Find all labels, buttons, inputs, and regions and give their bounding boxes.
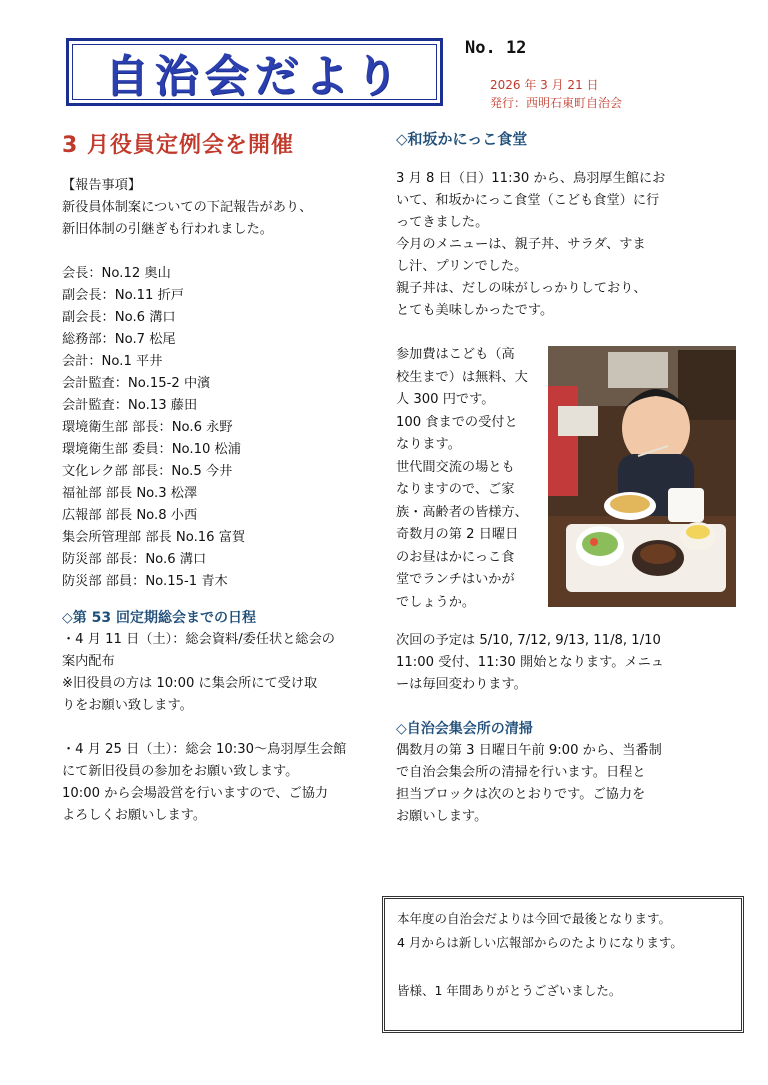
cleaning-heading: ◇自治会集会所の清掃 (396, 721, 533, 737)
notice-line: 皆様、1 年間ありがとうございました。 (397, 983, 622, 998)
notice-spacer (397, 955, 729, 979)
fee-line: 堂でランチはいかが (396, 572, 515, 587)
roster-item: 文化レク部 部長：No.5 今井 (62, 464, 233, 479)
next-schedule-line: 次回の予定は 5/10, 7/12, 9/13, 11/8, 1/10 (396, 633, 661, 648)
intro-line: 今月のメニューは、親子丼、サラダ、すま (396, 237, 646, 252)
child-eating-photo (548, 346, 736, 607)
fee-line: 100 食までの受付と (396, 414, 518, 430)
fee-line: 世代間交流の場とも (396, 459, 515, 475)
closing-notice-box (382, 896, 744, 1033)
report-label: 【報告事項】 (62, 178, 142, 193)
intro-line: 親子丼は、だしの味がしっかりしており、 (396, 281, 647, 296)
notice-line: 4 月からは新しい広報部からのたよりになります。 (397, 935, 683, 950)
roster-item: 福祉部 部長 No.3 松澤 (62, 486, 198, 501)
roster-item: 防災部 部員：No.15-1 青木 (62, 574, 228, 589)
cleaning-line: で自治会集会所の清掃を行います。日程と (396, 765, 646, 780)
roster-item: 環境衛生部 部長：No.6 永野 (62, 420, 233, 435)
schedule-line: りをお願い致します。 (62, 698, 193, 713)
roster-item: 会計：No.1 平井 (62, 354, 163, 369)
next-schedule-line: 11:00 受付、11:30 開始となります。メニュ (396, 655, 664, 670)
roster-item: 広報部 部長 No.8 小西 (62, 508, 198, 523)
schedule-line: よろしくお願いします。 (62, 808, 207, 823)
report-text-line: 新旧体制の引継ぎも行われました。 (62, 222, 273, 237)
cleaning-line: お願いします。 (396, 809, 488, 824)
officer-roster (62, 263, 372, 593)
schedule-line: ・4 月 25 日（土）：総会 10:30～鳥羽厚生会館 (62, 742, 347, 757)
schedule-line: にて新旧役員の参加をお願い致します。 (62, 764, 299, 779)
fee-line: 校生まで）は無料、大 (396, 369, 528, 385)
photo-illustration (548, 346, 736, 607)
masthead-inner-frame (72, 44, 437, 100)
fee-line: なります。 (396, 437, 461, 452)
fee-line: 人 300 円です。 (396, 392, 495, 407)
issue-number: No. 12 (465, 38, 527, 58)
cleaning-line: 偶数月の第 3 日曜日午前 9:00 から、当番制 (396, 743, 662, 758)
meeting-heading: 3 月役員定例会を開催 (62, 133, 294, 158)
masthead-box (66, 38, 443, 106)
fee-text (396, 344, 548, 614)
schedule-line: ・4 月 11 日（土）：総会資料/委任状と総会の (62, 632, 335, 647)
roster-item: 会長：No.12 奥山 (62, 266, 171, 281)
next-schedule-line: ーは毎回変わります。 (396, 677, 527, 692)
intro-line: とても美味しかったです。 (396, 303, 554, 318)
roster-item: 総務部：No.7 松尾 (62, 332, 176, 347)
issue-date: 2026 年 3 月 21 日 (490, 78, 599, 92)
fee-line: でしょうか。 (396, 594, 476, 610)
roster-item: 副会長：No.6 溝口 (62, 310, 176, 325)
intro-line: し汁、プリンでした。 (396, 259, 528, 274)
roster-item: 集会所管理部 部長 No.16 富賀 (62, 530, 246, 545)
fee-line: のお昼はかにっこ食 (396, 549, 515, 565)
report-text-line: 新役員体制案についての下記報告があり、 (62, 200, 313, 215)
intro-line: ってきました。 (396, 215, 489, 230)
fee-line: 参加費はこども（高 (396, 347, 515, 362)
fee-block (396, 344, 718, 630)
roster-item: 環境衛生部 委員：No.10 松浦 (62, 442, 241, 457)
kids-cafeteria-heading: ◇和坂かにっこ食堂 (396, 130, 528, 148)
schedule-line: 10:00 から会場設営を行いますので、ご協力 (62, 786, 329, 801)
fee-line: 族・高齢者の皆様方、 (396, 504, 528, 520)
notice-line: 本年度の自治会だよりは今回で最後となります。 (397, 911, 672, 926)
right-column (396, 128, 718, 828)
roster-item: 会計監査：No.13 藤田 (62, 398, 198, 413)
issue-publisher: 発行：西明石東町自治会 (490, 96, 623, 110)
left-column (62, 128, 372, 827)
intro-line: 3 月 8 日（日）11:30 から、鳥羽厚生館にお (396, 171, 666, 186)
fee-line: 奇数月の第 2 日曜日 (396, 527, 519, 542)
fee-line: なりますので、ご家 (396, 482, 515, 497)
roster-item: 副会長：No.11 折戸 (62, 288, 184, 303)
cleaning-line: 担当ブロックは次のとおりです。ご協力を (396, 787, 646, 802)
spacer (62, 717, 372, 739)
roster-item: 会計監査：No.15-2 中濱 (62, 376, 211, 391)
schedule-line: 案内配布 (62, 654, 115, 669)
schedule-heading: ◇第 53 回定期総会までの日程 (62, 610, 256, 626)
intro-line: いて、和坂かにっこ食堂（こども食堂）に行 (396, 193, 660, 208)
newsletter-title: 自治会だより (104, 51, 405, 102)
schedule-line: ※旧役員の方は 10:00 に集会所にて受け取 (62, 676, 318, 691)
roster-item: 防災部 部長：No.6 溝口 (62, 552, 207, 567)
